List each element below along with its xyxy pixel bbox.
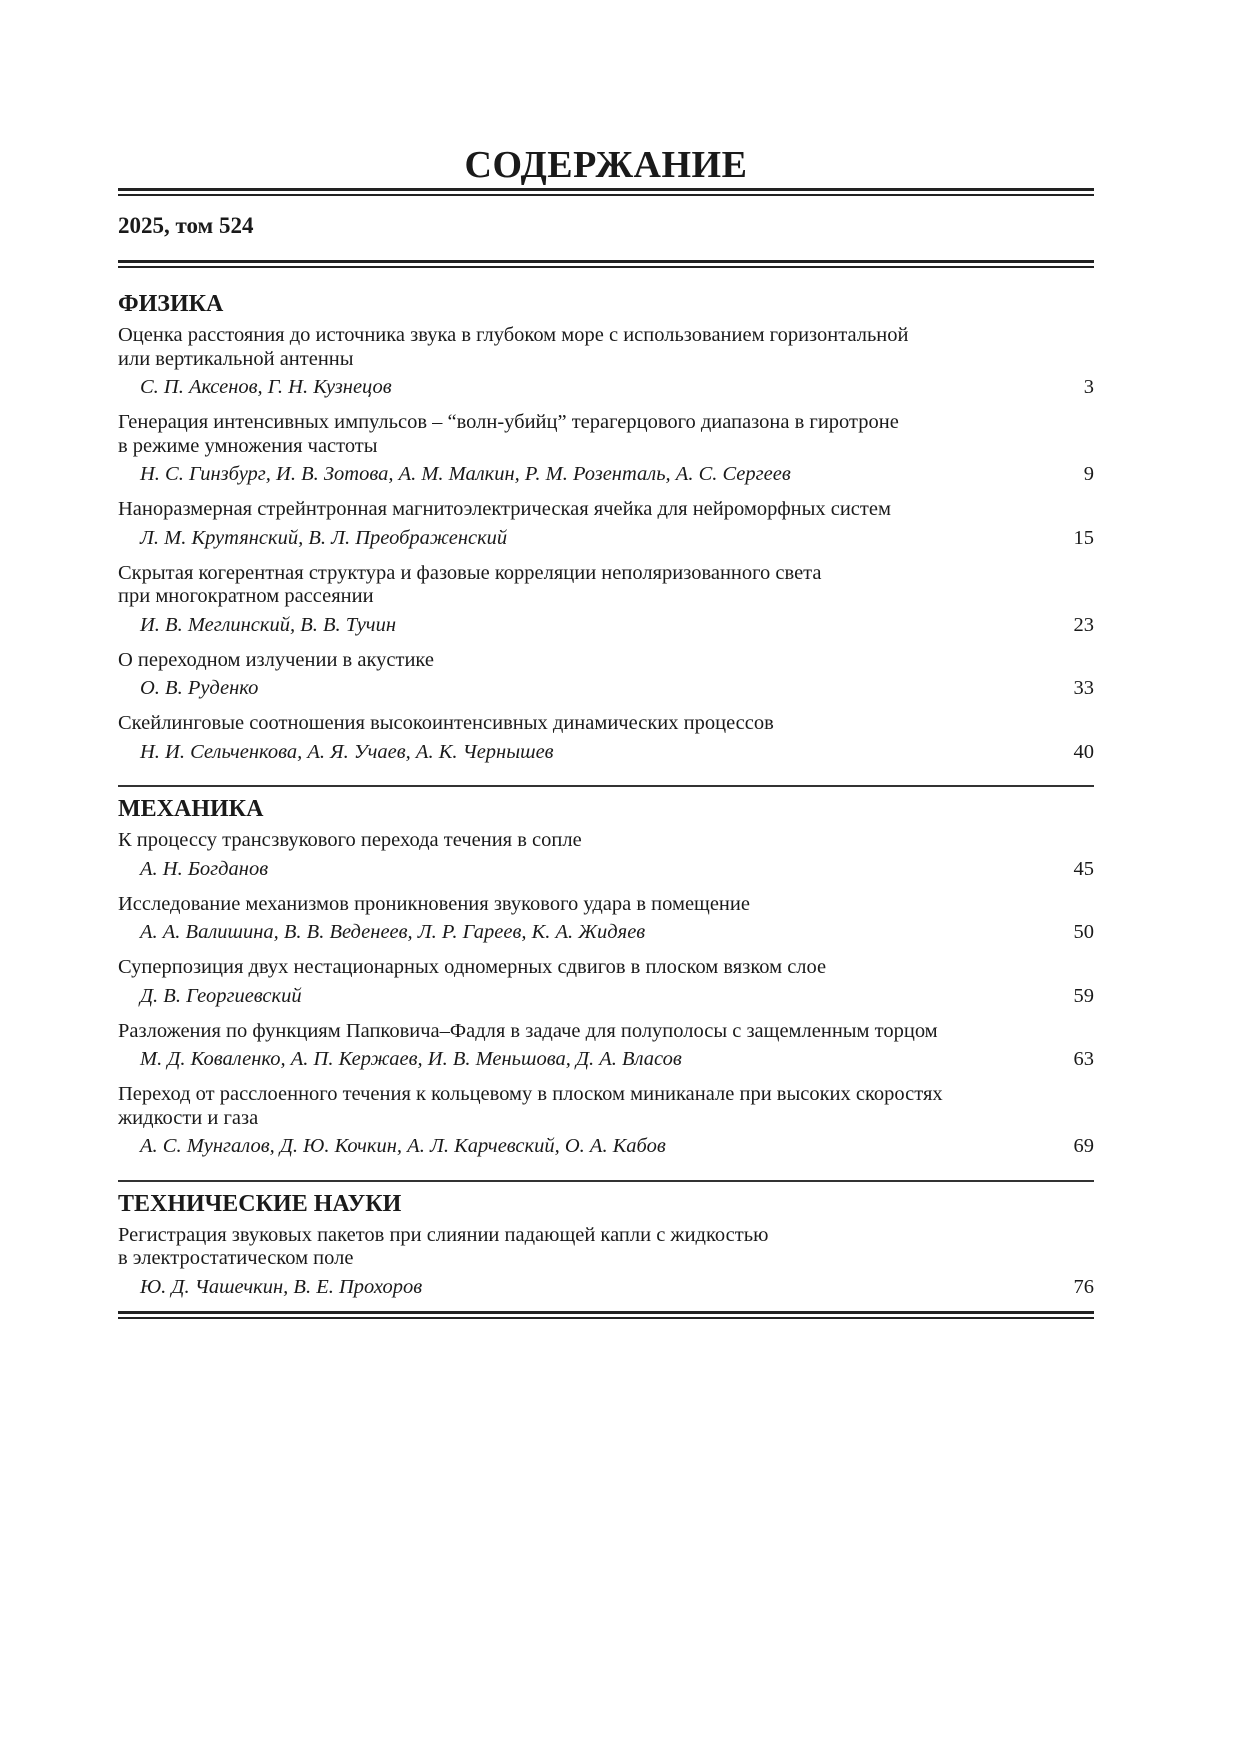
article-authors: Н. И. Сельченкова, А. Я. Учаев, А. К. Чернышев bbox=[140, 740, 554, 763]
article-title-line: Оценка расстояния до источника звука в глубоком море с использованием горизонтальной bbox=[118, 324, 909, 346]
article-authors: Д. В. Георгиевский bbox=[140, 984, 302, 1007]
page-number: 9 bbox=[1083, 463, 1094, 485]
article-authors: Ю. Д. Чашечкин, В. Е. Прохоров bbox=[140, 1275, 423, 1298]
article-title-line: О переходном излучении в акустике bbox=[118, 648, 434, 671]
article-authors: Н. С. Гинзбург, И. В. Зотова, А. М. Малкин, Р. М. Розенталь, А. С. Сергеев bbox=[140, 463, 791, 485]
section-heading: ФИЗИКА bbox=[118, 291, 224, 317]
article-authors: М. Д. Коваленко, А. П. Кержаев, И. В. Меньшова, Д. А. Власов bbox=[140, 1048, 682, 1070]
toc-entry[interactable] bbox=[118, 712, 1094, 764]
page-number: 3 bbox=[1083, 376, 1094, 398]
section-divider bbox=[118, 1180, 1094, 1182]
author-row bbox=[118, 1135, 1094, 1159]
toc-entry[interactable] bbox=[118, 498, 1094, 550]
article-title-line: Исследование механизмов проникновения звукового удара в помещение bbox=[118, 892, 750, 915]
toc-entry[interactable] bbox=[118, 829, 1094, 881]
section-heading: ТЕХНИЧЕСКИЕ НАУКИ bbox=[118, 1190, 402, 1217]
author-row bbox=[118, 1276, 1094, 1300]
page-number: 40 bbox=[1073, 740, 1094, 763]
author-row bbox=[118, 677, 1094, 701]
page-title: СОДЕРЖАНИЕ bbox=[464, 144, 748, 186]
author-row bbox=[118, 858, 1094, 882]
author-row bbox=[118, 1048, 1094, 1072]
author-row bbox=[118, 985, 1094, 1009]
page-number: 63 bbox=[1073, 1048, 1094, 1070]
article-title-line: или вертикальной антенны bbox=[118, 347, 354, 370]
page-number: 33 bbox=[1073, 677, 1094, 699]
author-row bbox=[118, 376, 1094, 400]
toc-entry[interactable] bbox=[118, 956, 1094, 1008]
article-authors: Л. М. Крутянский, В. Л. Преображенский bbox=[140, 526, 508, 549]
volume-label: 2025, том 524 bbox=[118, 213, 254, 238]
article-authors: А. А. Валишина, В. В. Веденеев, Л. Р. Гареев, К. А. Жидяев bbox=[140, 921, 646, 943]
table-of-contents bbox=[118, 290, 1094, 1320]
article-title-line: К процессу трансзвукового перехода течения в сопле bbox=[118, 829, 582, 851]
double-rule-top bbox=[118, 188, 1094, 197]
article-title-line: Скейлинговые соотношения высокоинтенсивных динамических процессов bbox=[118, 712, 774, 734]
toc-entry[interactable] bbox=[118, 411, 1094, 487]
article-title-line: при многократном рассеянии bbox=[118, 585, 374, 607]
section-heading: МЕХАНИКА bbox=[118, 796, 264, 822]
article-title-line: Наноразмерная стрейнтронная магнитоэлектрическая ячейка для нейроморфных систем bbox=[118, 498, 891, 520]
article-authors: А. С. Мунгалов, Д. Ю. Кочкин, А. Л. Карчевский, О. А. Кабов bbox=[140, 1135, 666, 1157]
toc-entry[interactable] bbox=[118, 1083, 1094, 1159]
double-rule-bottom bbox=[118, 1311, 1094, 1320]
author-row bbox=[118, 921, 1094, 945]
toc-entry[interactable] bbox=[118, 649, 1094, 701]
page-number: 59 bbox=[1073, 984, 1094, 1007]
page-number: 76 bbox=[1073, 1275, 1094, 1298]
toc-entry[interactable] bbox=[118, 324, 1094, 400]
toc-entry[interactable] bbox=[118, 893, 1094, 945]
article-title-line: Переход от расслоенного течения к кольцевому в плоском миниканале при высоких скоростях bbox=[118, 1083, 943, 1105]
author-row bbox=[118, 614, 1094, 638]
toc-entry[interactable] bbox=[118, 1224, 1094, 1300]
article-authors: О. В. Руденко bbox=[140, 677, 259, 699]
article-title-line: Регистрация звуковых пакетов при слиянии падающей капли с жидкостью bbox=[118, 1223, 769, 1246]
article-title-line: Разложения по функциям Папковича–Фадля в задаче для полуполосы с защемленным торцом bbox=[118, 1019, 938, 1042]
article-authors: А. Н. Богданов bbox=[140, 857, 269, 880]
article-authors: С. П. Аксенов, Г. Н. Кузнецов bbox=[140, 376, 392, 398]
section-divider bbox=[118, 785, 1094, 787]
page-number: 69 bbox=[1073, 1135, 1094, 1157]
author-row bbox=[118, 463, 1094, 487]
article-title-line: Скрытая когерентная структура и фазовые корреляции неполяризованного света bbox=[118, 561, 822, 584]
page-number: 45 bbox=[1073, 857, 1094, 880]
article-title-line: Генерация интенсивных импульсов – “волн-убийц” терагерцового диапазона в гиротроне bbox=[118, 411, 899, 433]
article-title-line: в режиме умножения частоты bbox=[118, 434, 378, 457]
page-number: 15 bbox=[1073, 526, 1094, 549]
article-authors: И. В. Меглинский, В. В. Тучин bbox=[140, 613, 396, 636]
article-title-line: в электростатическом поле bbox=[118, 1247, 354, 1269]
article-title-line: Суперпозиция двух нестационарных одномерных сдвигов в плоском вязком слое bbox=[118, 956, 827, 978]
page-number: 23 bbox=[1073, 613, 1094, 636]
article-title-line: жидкости и газа bbox=[118, 1106, 259, 1129]
author-row bbox=[118, 741, 1094, 765]
page-number: 50 bbox=[1073, 921, 1094, 943]
double-rule-header bbox=[118, 260, 1094, 269]
toc-entry[interactable] bbox=[118, 1020, 1094, 1072]
toc-entry[interactable] bbox=[118, 562, 1094, 638]
author-row bbox=[118, 527, 1094, 551]
